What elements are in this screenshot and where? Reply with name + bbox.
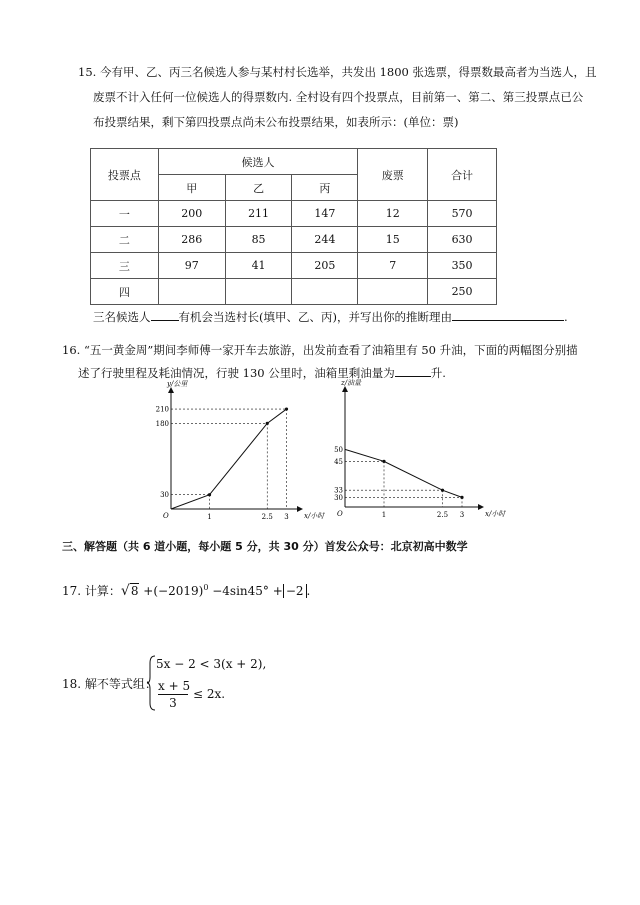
data-point — [460, 496, 463, 499]
answer-blank[interactable] — [395, 364, 431, 377]
table-row — [91, 227, 497, 253]
q16-unit: 升. — [430, 366, 446, 380]
vote-table — [90, 148, 497, 305]
header-yi: 乙 — [225, 175, 292, 201]
table-cell: 286 — [158, 227, 225, 253]
table-cell: 570 — [428, 201, 497, 227]
table-cell: 350 — [428, 253, 497, 279]
q17-term-1: +(−2019) — [143, 584, 204, 598]
x-tick-label: 3 — [284, 513, 289, 521]
x-axis-label: x/小时 — [485, 510, 506, 518]
q15-line-2: 废票不计入任何一位候选人的得票数内. 全村设有四个投票点，目前第一、第二、第三投票点已公 — [93, 90, 584, 104]
header-station: 投票点 — [91, 149, 159, 201]
header-total: 合计 — [428, 149, 497, 201]
q17-term-3: + — [272, 584, 283, 598]
y-tick-label: 30 — [160, 491, 169, 500]
series-line — [171, 409, 287, 509]
answer-blank[interactable] — [151, 308, 179, 321]
data-point — [441, 489, 444, 492]
table-cell: 一 — [91, 201, 159, 227]
q15-line-3: 布投票结果，剩下第四投票点尚未公布投票结果，如表所示：(单位：票) — [93, 115, 459, 129]
y-tick-label: 30 — [334, 493, 343, 502]
q15-question — [93, 308, 568, 325]
table-cell: 7 — [358, 253, 428, 279]
table-cell: 200 — [158, 201, 225, 227]
table-cell: 630 — [428, 227, 497, 253]
q16-line-1: 16. “五一黄金周”期间李师傅一家开车去旅游，出发前查看了油箱里有 50 升油，下面的两幅图分别描 — [62, 343, 578, 357]
table-cell: 250 — [428, 279, 497, 305]
header-jia: 甲 — [158, 175, 225, 201]
q18-label: 18. 解不等式组： — [62, 677, 157, 691]
origin-label: O — [337, 510, 343, 518]
q15-ask-middle: 有机会当选村长(填甲、乙、丙)，并写出你的推断理由 — [178, 310, 452, 324]
table-cell: 244 — [292, 227, 358, 253]
table-cell: 147 — [292, 201, 358, 227]
inequality-2-rhs: ≤ 2x. — [193, 687, 226, 701]
distance-time-chart — [150, 380, 325, 522]
y-axis-label: z/油量 — [341, 379, 362, 387]
x-tick-label: 3 — [459, 511, 465, 519]
sqrt-argument: 8 — [130, 584, 139, 598]
y-tick-label: 50 — [334, 445, 343, 454]
header-candidates: 候选人 — [158, 149, 358, 175]
y-tick-label: 180 — [155, 419, 169, 428]
x-axis-label: x/小时 — [304, 512, 325, 520]
origin-label: O — [163, 512, 169, 520]
q15-ask-end: . — [563, 310, 568, 324]
table-cell — [358, 279, 428, 305]
data-point — [266, 422, 269, 425]
table-cell: 三 — [91, 253, 159, 279]
fraction-numerator: x + 5 — [158, 679, 191, 693]
table-cell: 15 — [358, 227, 428, 253]
table-cell — [225, 279, 292, 305]
y-axis-label: y/公里 — [167, 380, 188, 388]
table-cell: 205 — [292, 253, 358, 279]
table-row — [91, 279, 497, 305]
sqrt-symbol: √ — [120, 583, 130, 599]
table-cell: 97 — [158, 253, 225, 279]
fuel-time-chart — [325, 380, 505, 520]
table-cell: 四 — [91, 279, 159, 305]
q17-exponent: 0 — [203, 583, 209, 592]
table-row — [91, 253, 497, 279]
table-cell: 二 — [91, 227, 159, 253]
q17-end: . — [306, 584, 311, 598]
table-cell: 85 — [225, 227, 292, 253]
q17-term-2: −4sin45° — [212, 584, 269, 598]
table-row — [91, 201, 497, 227]
data-point — [285, 407, 288, 410]
q16-line-2 — [78, 364, 446, 381]
answer-blank[interactable] — [452, 308, 564, 321]
table-cell: 12 — [358, 201, 428, 227]
q15-line-1: 15. 今有甲、乙、丙三名候选人参与某村村长选举，共发出 1800 张选票，得票数最高者为当选人，且 — [78, 65, 597, 79]
header-waste: 废票 — [358, 149, 428, 201]
y-tick-label: 33 — [334, 486, 343, 495]
x-tick-label: 2.5 — [261, 513, 273, 521]
q17-label: 17. 计算： — [62, 584, 121, 598]
fraction-denominator: 3 — [169, 696, 177, 710]
table-cell — [158, 279, 225, 305]
section-3-heading: 三、解答题（共 6 道小题，每小题 5 分，共 30 分）首发公众号：北京初高中数学 — [62, 540, 468, 553]
q17 — [62, 580, 310, 599]
x-tick-label: 1 — [207, 513, 212, 521]
x-tick-label: 2.5 — [436, 511, 449, 519]
q15-ask-prefix: 三名候选人 — [93, 310, 151, 324]
abs-value: −2 — [283, 584, 307, 598]
q16-line-2-text: 述了行驶里程及耗油情况，行驶 130 公里时，油箱里剩油量为 — [78, 366, 395, 380]
header-bing: 丙 — [292, 175, 358, 201]
y-tick-label: 45 — [334, 457, 343, 466]
inequality-1: 5x − 2 < 3(x + 2), — [156, 657, 267, 671]
table-cell: 211 — [225, 201, 292, 227]
table-cell: 41 — [225, 253, 292, 279]
table-cell — [292, 279, 358, 305]
x-tick-label: 1 — [381, 511, 387, 519]
data-point — [208, 493, 211, 496]
y-tick-label: 210 — [155, 405, 169, 414]
data-point — [382, 460, 385, 463]
